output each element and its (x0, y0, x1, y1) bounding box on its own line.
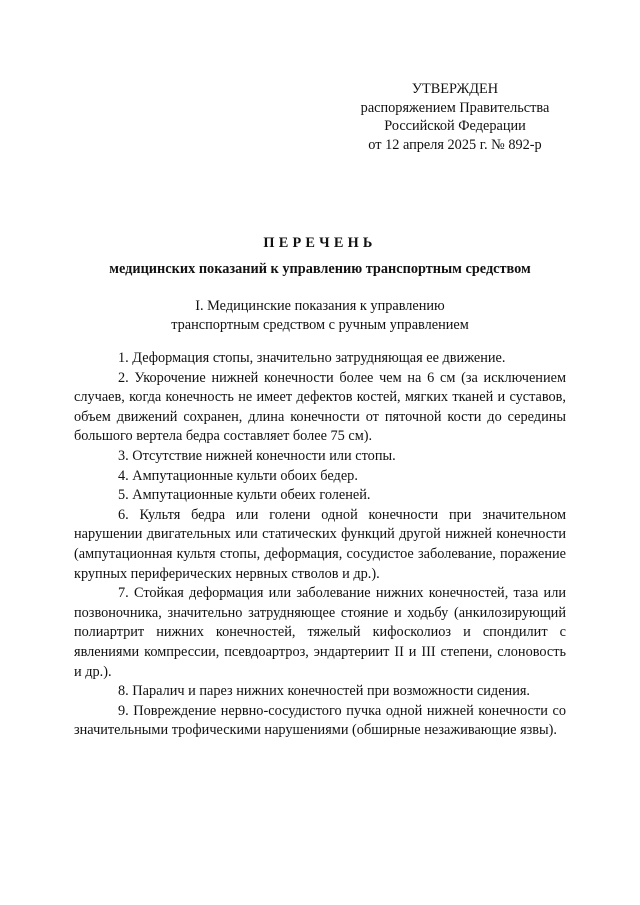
list-item-1: 1. Деформация стопы, значительно затрудняющая ее движение. (118, 350, 506, 366)
approval-issuer: распоряжением Правительства (360, 99, 550, 116)
indications-list (74, 349, 566, 741)
list-item-8: 8. Паралич и парез нижних конечностей при возможности сидения. (118, 683, 531, 700)
list-item-5: 5. Ампутационные культи обеих голеней. (118, 487, 371, 504)
approval-heading: УТВЕРЖДЕН (411, 81, 499, 97)
list-item-4: 4. Ампутационные культи обоих бедер. (118, 467, 358, 484)
section-heading-line-2: транспортным средством с ручным управлением (171, 317, 469, 334)
approval-block (340, 80, 570, 154)
approval-date-number: от 12 апреля 2025 г. № 892-р (368, 136, 542, 153)
list-item-6: 6. Культя бедра или голени одной конечности при значительном нарушении двигательных или статических функций другой нижней конечности (ампутационная культя стопы, деформация, сосудистое заболевание, поражение крупных периферических нервных стволов и др.). (74, 506, 566, 582)
document-subtitle: медицинских показаний к управлению транспортным средством (109, 261, 531, 277)
section-heading (0, 297, 640, 336)
list-item-2: 2. Укорочение нижней конечности более чем на 6 см (за исключением случаев, когда конечность не имеет дефектов костей, мягких тканей и суставов, объем движений сохранен, длина конечности от пяточной кости до середины большого вертела бедра составляет более 75 см). (74, 369, 566, 445)
approval-issuer-country: Российской Федерации (384, 118, 526, 135)
list-item-9: 9. Повреждение нервно-сосудистого пучка одной нижней конечности со значительными трофическими нарушениями (обширные незаживающие язвы). (74, 702, 566, 739)
document-title: ПЕРЕЧЕНЬ (263, 235, 377, 251)
section-heading-line-1: I. Медицинские показания к управлению (195, 298, 445, 314)
list-item-7: 7. Стойкая деформация или заболевание нижних конечностей, таза или позвоночника, значительно затрудняющее стояние и ходьбу (анкилозирующий полиартрит нижних конечностей, тяжелый кифосколиоз и спондилит с явлениями компрессии, псевдоартроз, эндартериит II и III степени, слоновость и др.). (74, 585, 566, 680)
list-item-3: 3. Отсутствие нижней конечности или стопы. (118, 447, 396, 464)
